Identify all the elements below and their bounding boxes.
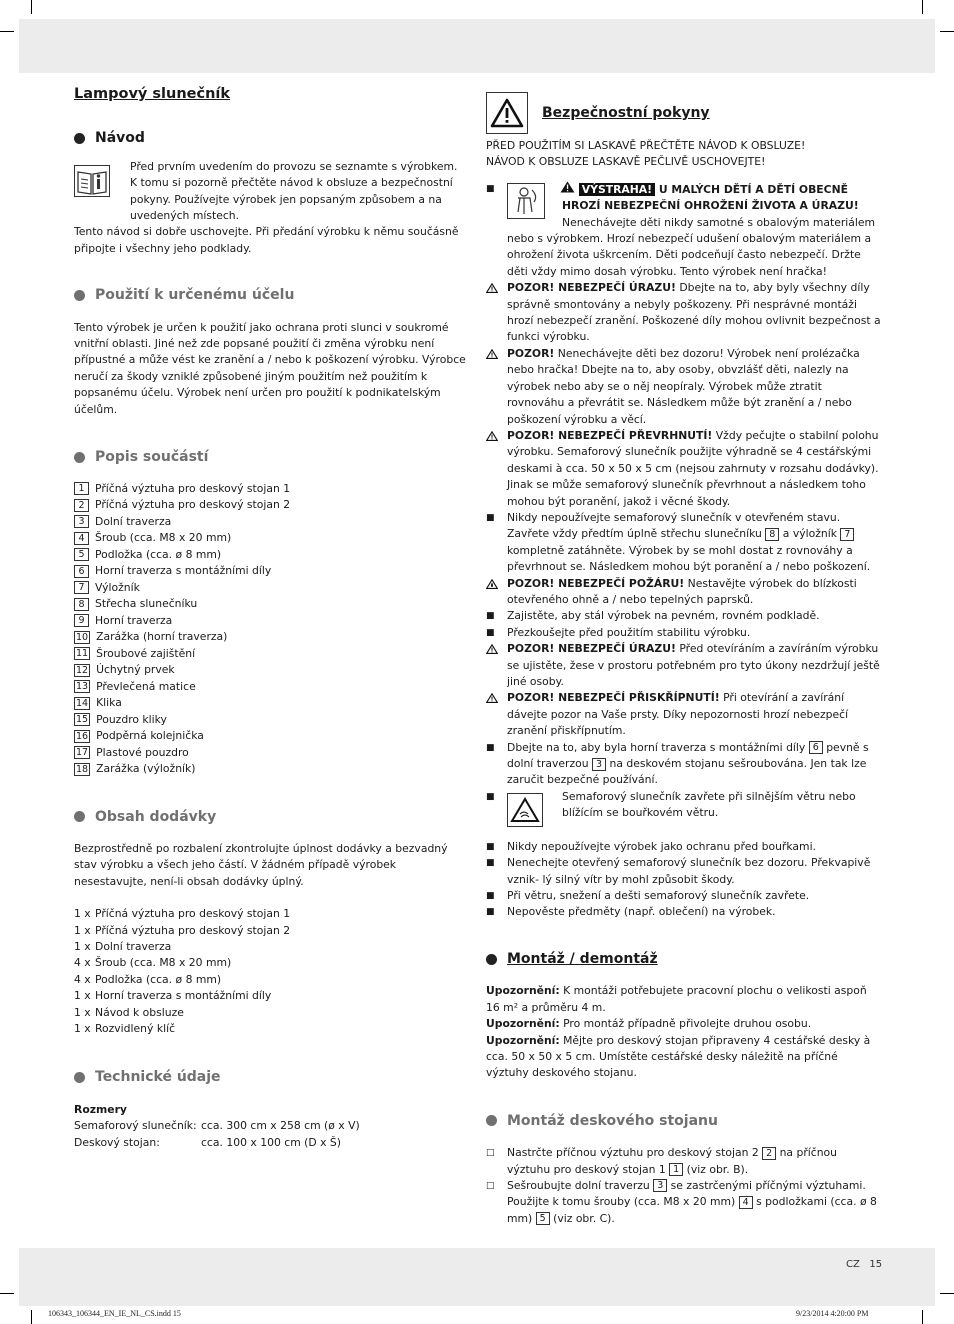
delivery-label: Podložka (cca. ø 8 mm) [95, 972, 222, 986]
part-number: 12 [76, 664, 89, 676]
part-label: Zarážka (horní traverza) [96, 630, 228, 644]
right-column [486, 92, 882, 1227]
part-item [74, 662, 466, 679]
delivery-item [74, 906, 466, 922]
part-label: Horní traverza s montážními díly [95, 564, 272, 578]
square-bullet: ■ [486, 907, 495, 918]
manual-icon [74, 165, 110, 197]
child-warning-title: VÝSTRAHA! U MALÝCH DĚTÍ A DĚTÍ OBECNĚ [486, 181, 882, 198]
safety-item: ■ Nepověste předměty (např. oblečení) na výrobek. [486, 904, 882, 920]
child-warning-text: Nenechávejte děti nikdy samotné s obalovým materiálem nebo s výrobkem. Hrozí nebezpečí udušení obalovým materiálem a ohrožení života uškrcením. Děti podceňují často nebezpečí. Držte děti vždy mimo dosah výrobku. Tento výrobek není hračka! [507, 215, 876, 278]
part-number: 18 [76, 763, 89, 775]
part-number: 7 [74, 581, 89, 594]
crop-mark [940, 1293, 954, 1294]
safety-heading: Bezpečnostní pokyny [542, 104, 710, 121]
parts-list [74, 481, 466, 778]
safety-item: POZOR! NEBEZPEČÍ POŽÁRU! Nestavějte výrobek do blízkosti otevřeného ohně a / nebo tepelných paprsků. [486, 576, 882, 609]
safety-item: ■ Zajistěte, aby stál výrobek na pevném, rovném podkladě. [486, 608, 882, 624]
part-item [74, 695, 466, 712]
navod-text: Před prvním uvedením do provozu se seznamte s výrobkem. K tomu si pozorně přečtěte návod k obsluze a bezpečnostní pokyny. Používejte výrobek jen popsaným způsobem a na uvedených místech. [130, 159, 458, 223]
part-item [74, 514, 466, 531]
part-label: Střecha slunečníku [95, 597, 198, 611]
square-bullet: ■ [486, 512, 495, 523]
warning-small-icon [560, 181, 575, 198]
delivery-item [74, 1005, 466, 1021]
part-label: Šroub (cca. M8 x 20 mm) [95, 531, 232, 545]
checkbox-bullet: □ [486, 1148, 495, 1159]
footer-band [19, 1248, 935, 1306]
warning-small-icon [486, 346, 507, 428]
safety-item: ■ Nikdy nepoužívejte výrobek jako ochranu před bouřkami. [486, 839, 882, 855]
safety-item: ■ Nikdy nepoužívejte semaforový slunečník v otevřeném stavu. Zavřete vždy předtím úplně střechu slunečníku 8 a výložník 7 kompletně zatáhněte. Výrobek by se mohl dostat z rovnováhy a převrhnout se. Následkem mohou být poranění a / nebo poškození. [486, 510, 882, 576]
crop-mark [940, 31, 954, 32]
delivery-item [74, 1021, 466, 1037]
bullet-icon [74, 452, 85, 463]
part-label: Pouzdro kliky [96, 712, 167, 726]
tech-value: cca. 100 x 100 cm (D x Š) [201, 1135, 341, 1149]
part-number: 13 [76, 681, 89, 693]
part-number: 4 [74, 532, 89, 545]
crop-mark [922, 0, 923, 14]
delivery-item [74, 923, 466, 939]
part-label: Podpěrná kolejnička [96, 729, 204, 743]
safety-item: POZOR! NEBEZPEČÍ ÚRAZU! Před otevíráním a zavíráním výrobku se ujistěte, žese v prostoru potřebném pro tyto úkony nezdržují ještě jiné osoby. [486, 641, 882, 690]
delivery-label: Návod k obsluze [95, 1005, 184, 1019]
part-item [74, 596, 466, 613]
square-bullet: ■ [486, 891, 495, 902]
safety-item: ■ Nenechejte otevřený semaforový slunečník bez dozoru. Překvapivě vznik- lý silný vítr by mohl způsobit škody. [486, 855, 882, 888]
part-item [74, 745, 466, 762]
delivery-label: Dolní traverza [95, 939, 172, 953]
part-item [74, 613, 466, 630]
part-number: 16 [76, 730, 89, 742]
crop-mark [31, 1310, 32, 1324]
part-number: 9 [74, 614, 89, 627]
part-item [74, 497, 466, 514]
part-item [74, 679, 466, 696]
wind-text: Semaforový slunečník zavřete při silnějším větru nebo blížícím se bouřkovém větru. [562, 789, 856, 820]
part-item [74, 563, 466, 580]
delivery-item [74, 939, 466, 955]
use-text: Tento výrobek je určen k použití jako ochrana proti slunci v soukromé vnitřní oblasti. Jiné než zde popsané použití či změna výrobku není přípustné a může vést ke zranění a / nebo k poškození výrobku. Výrobce neručí za škody vzniklé způsobené jiným použitím než použitím k popsanému účelu. Výrobek není určen pro použití k podnikatelským účelům. [74, 320, 466, 416]
navod-section [74, 159, 466, 257]
part-label: Úchytný prvek [96, 663, 175, 677]
warning-small-icon [486, 690, 507, 739]
delivery-label: Horní traverza s montážními díly [95, 989, 272, 1003]
part-item [74, 629, 466, 646]
square-bullet: ■ [486, 742, 495, 753]
square-bullet: ■ [486, 858, 495, 869]
square-bullet: ■ [486, 791, 495, 802]
use-heading: Použití k určenému účelu [74, 287, 466, 303]
part-label: Podložka (cca. ø 8 mm) [95, 547, 222, 561]
square-bullet: ■ [486, 611, 495, 622]
safety-intro-2: NÁVOD K OBSLUZE LASKAVĚ PEČLIVĚ USCHOVEJTE! [486, 155, 766, 169]
bullet-icon [74, 811, 85, 822]
delivery-item [74, 955, 466, 971]
part-number: 11 [76, 648, 89, 660]
part-item [74, 580, 466, 597]
tech-row [74, 1118, 466, 1134]
square-bullet: ■ [486, 183, 495, 194]
delivery-label: Příčná výztuha pro deskový stojan 1 [95, 907, 291, 921]
fire-warning-icon [486, 576, 507, 609]
file-info: 106343_106344_EN_IE_NL_CS.indd 15 [48, 1309, 181, 1318]
delivery-item [74, 988, 466, 1004]
wind-icon [507, 793, 543, 827]
part-number: 6 [74, 565, 89, 578]
delivery-label: Příčná výztuha pro deskový stojan 2 [95, 923, 291, 937]
child-warning-title-2: HROZÍ NEBEZPEČNÍ OHROŽENÍ ŽIVOTA A ÚRAZU! [562, 199, 859, 213]
delivery-qty: 1 x [74, 989, 91, 1003]
warning-small-icon [486, 280, 507, 346]
child-warning [486, 181, 882, 280]
part-item [74, 530, 466, 547]
tech-table [74, 1118, 466, 1151]
delivery-list [74, 906, 466, 1037]
part-item [74, 728, 466, 745]
mount-heading: Montáž / demontáž [486, 951, 882, 967]
safety-item: POZOR! NEBEZPEČÍ PŘEVRHNUTÍ! Vždy pečujte o stabilní polohu výrobku. Semaforový slunečník použijte výhradně se 4 cestářskými deskami à cca. 50 x 50 x 5 cm (nejsou zahrnuty v rozsahu dodávky). Jinak se může semaforový slunečník převrhnout a následkem toho mohou být poranění, jakož i věcné škody. [486, 428, 882, 510]
part-label: Horní traverza [95, 613, 173, 627]
part-label: Výložník [95, 580, 140, 594]
child-hazard-icon [507, 183, 545, 219]
square-bullet: ■ [486, 841, 495, 852]
delivery-qty: 4 x [74, 956, 91, 970]
parts-heading: Popis součástí [74, 449, 466, 465]
part-item [74, 646, 466, 663]
safety-item: POZOR! NEBEZPEČÍ ÚRAZU! Dbejte na to, aby byly všechny díly správně smontovány a nebyly poškozeny. Při nesprávné montáži hrozí nebezpečí zranění. Poškozené díly mohou ovlivnit bezpečnost a funkci výrobku. [486, 280, 882, 346]
bullet-icon [486, 954, 497, 965]
delivery-label: Šroub (cca. M8 x 20 mm) [95, 956, 232, 970]
warning-small-icon [486, 641, 507, 690]
safety-intro-1: PŘED POUŽITÍM SI LASKAVĚ PŘEČTĚTE NÁVOD K OBSLUZE! [486, 139, 806, 152]
part-label: Klika [96, 696, 122, 710]
square-bullet: ■ [486, 627, 495, 638]
part-label: Příčná výztuha pro deskový stojan 1 [95, 481, 291, 495]
bullet-icon [74, 290, 85, 301]
crop-mark [0, 31, 14, 32]
header-band [19, 19, 935, 73]
delivery-qty: 1 x [74, 907, 91, 921]
safety-header [486, 92, 882, 134]
part-number: 8 [74, 598, 89, 611]
navod-heading: Návod [74, 130, 466, 146]
page-number: CZ 15 [846, 1259, 883, 1270]
part-number: 2 [74, 499, 89, 512]
stand-steps [486, 1145, 882, 1227]
mount-notes: Upozornění: K montáži potřebujete pracovní plochu o velikosti aspoň 16 m² a průměru 4 m. Upozornění: Pro montáž případně přivolejte druhou osobu. Upozornění: Mějte pro deskový stojan připraveny 4 cestářské desky à cca. 50 x 50 x 5 cm. Umístěte cestářské desky náležitě na příčné výztuhy deskového stojanu. [486, 984, 871, 1080]
part-item [74, 712, 466, 729]
part-number: 14 [76, 697, 89, 709]
page-title: Lampový slunečník [74, 86, 231, 102]
delivery-heading: Obsah dodávky [74, 809, 466, 825]
part-item [74, 547, 466, 564]
delivery-item [74, 972, 466, 988]
safety-item: POZOR! NEBEZPEČÍ PŘISKŘÍPNUTÍ! Při otevírání a zavírání dávejte pozor na Vaše prsty. Díky nepozornosti hrozí nebezpečí zranění přiskřípnutím. [486, 690, 882, 739]
left-column [74, 86, 466, 1151]
delivery-qty: 1 x [74, 1021, 91, 1035]
part-item [74, 761, 466, 778]
delivery-label: Rozvidlený klíč [95, 1021, 176, 1035]
navod-text-2: Tento návod si dobře uschovejte. Při předání výrobku k němu součásně připojte i všechny jeho podklady. [74, 225, 459, 255]
part-number: 5 [74, 548, 89, 561]
bullet-icon [486, 1115, 497, 1126]
crop-mark [31, 0, 32, 14]
safety-item: POZOR! Nenechávejte děti bez dozoru! Výrobek není prolézačka nebo hračka! Dbejte na to, aby osoby, obvzlášť děti, nalezly na výrobek nebo aby se o něj neopíraly. Výrobek může ztratit rovnováhu a převrátit se. Následkem může být zranění a / nebo poškození výrobku a věcí. [486, 346, 882, 428]
part-label: Příčná výztuha pro deskový stojan 2 [95, 498, 291, 512]
safety-item: ■ Přezkoušejte před použitím stabilitu výrobku. [486, 625, 882, 641]
safety-item: ■ Dbejte na to, aby byla horní traverza s montážními díly 6 pevně s dolní traverzou 3 na deskovém stojanu sešroubována. Jen tak lze zaručit bezpečné používání. [486, 740, 882, 789]
delivery-qty: 1 x [74, 939, 91, 953]
delivery-qty: 1 x [74, 923, 91, 937]
part-label: Převlečená matice [96, 679, 196, 693]
tech-heading: Technické údaje [74, 1069, 466, 1085]
bullet-icon [74, 133, 85, 144]
safety-item: ■ Při větru, snežení a dešti semaforový slunečník zavřete. [486, 888, 882, 904]
delivery-qty: 1 x [74, 1005, 91, 1019]
print-date: 9/23/2014 4:20:00 PM [796, 1309, 869, 1318]
tech-key: Semaforový slunečník: [74, 1119, 197, 1133]
part-number: 10 [76, 631, 89, 643]
part-number: 15 [76, 714, 89, 726]
tech-subheading: Rozmery [74, 1102, 127, 1116]
part-label: Plastové pouzdro [96, 745, 189, 759]
part-number: 1 [74, 482, 89, 495]
delivery-qty: 4 x [74, 972, 91, 986]
part-item [74, 481, 466, 498]
warning-small-icon [486, 428, 507, 510]
delivery-text: Bezprostředně po rozbalení zkontrolujte úplnost dodávky a bezvadný stav výrobku a všech jeho částí. V žádném případě výrobek nesestavujte, není-li obsah dodávky úplný. [74, 841, 448, 888]
wind-item [486, 789, 882, 839]
stand-heading: Montáž deskového stojanu [486, 1113, 882, 1129]
tech-value: cca. 300 cm x 258 cm (ø x V) [201, 1119, 360, 1133]
crop-mark [922, 1310, 923, 1324]
step-item: □ Sešroubujte dolní traverzu 3 se zastrčenými příčnými výztuhami. Použijte k tomu šrouby (cca. M8 x 20 mm) 4 s podložkami (cca. ø 8 mm) 5 (viz obr. C). [486, 1178, 882, 1227]
part-number: 17 [76, 747, 89, 759]
crop-mark [0, 1293, 14, 1294]
part-label: Šroubové zajištění [96, 646, 196, 660]
part-label: Zarážka (výložník) [96, 762, 196, 776]
step-item: □ Nastrčte příčnou výztuhu pro deskový stojan 2 2 na příčnou výztuhu pro deskový stojan 1 1 (viz obr. B). [486, 1145, 882, 1178]
warning-icon [486, 92, 528, 134]
tech-key: Deskový stojan: [74, 1135, 160, 1149]
part-label: Dolní traverza [95, 514, 172, 528]
bullet-icon [74, 1072, 85, 1083]
tech-row [74, 1135, 466, 1151]
part-number: 3 [74, 515, 89, 528]
checkbox-bullet: □ [486, 1180, 495, 1191]
